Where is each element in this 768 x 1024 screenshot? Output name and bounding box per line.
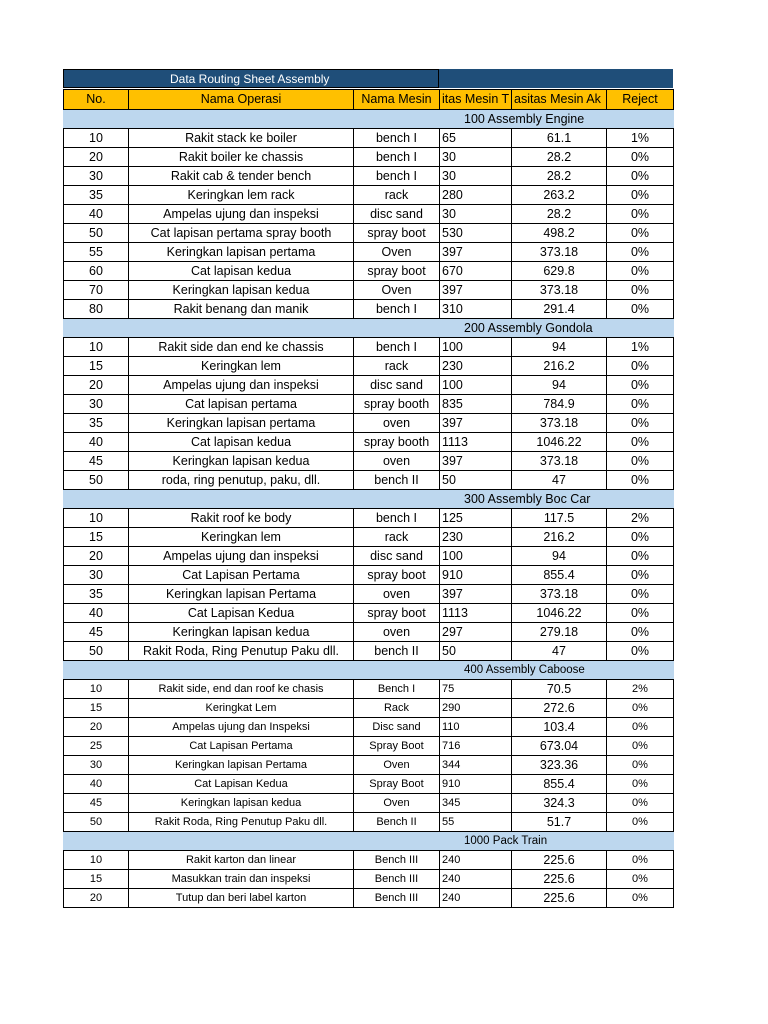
cell-nama-mesin[interactable]: spray boot (354, 566, 440, 585)
section-empty-cell[interactable] (64, 661, 129, 680)
cell-nama-mesin[interactable]: Bench III (354, 870, 440, 889)
cell-no[interactable]: 50 (64, 224, 129, 243)
cell-no[interactable]: 35 (64, 585, 129, 604)
cell-reject[interactable]: 0% (607, 167, 674, 186)
header-kapasitas-mesin[interactable]: itas Mesin T (440, 90, 512, 110)
cell-reject[interactable]: 0% (607, 205, 674, 224)
section-empty-cell[interactable] (64, 110, 129, 129)
cell-no[interactable]: 30 (64, 395, 129, 414)
table-row (64, 623, 674, 642)
cell-nama-operasi[interactable]: Rakit Roda, Ring Penutup Paku dll. (129, 813, 354, 832)
cell-no[interactable]: 80 (64, 300, 129, 319)
table-row (64, 414, 674, 433)
cell-kapasitas-aktual[interactable]: 70.5 (512, 680, 607, 699)
cell-kapasitas-mesin[interactable]: 240 (440, 889, 512, 908)
cell-no[interactable]: 70 (64, 281, 129, 300)
cell-kapasitas-aktual[interactable]: 629.8 (512, 262, 607, 281)
cell-kapasitas-aktual[interactable]: 498.2 (512, 224, 607, 243)
cell-reject[interactable]: 0% (607, 794, 674, 813)
cell-kapasitas-mesin[interactable]: 290 (440, 699, 512, 718)
cell-reject[interactable]: 0% (607, 604, 674, 623)
cell-no[interactable]: 50 (64, 642, 129, 661)
cell-kapasitas-aktual[interactable]: 324.3 (512, 794, 607, 813)
cell-no[interactable]: 45 (64, 794, 129, 813)
cell-kapasitas-mesin[interactable]: 280 (440, 186, 512, 205)
cell-nama-mesin[interactable]: disc sand (354, 376, 440, 395)
cell-nama-mesin[interactable]: oven (354, 585, 440, 604)
cell-kapasitas-aktual[interactable]: 373.18 (512, 452, 607, 471)
cell-kapasitas-aktual[interactable]: 61.1 (512, 129, 607, 148)
cell-kapasitas-mesin[interactable]: 110 (440, 718, 512, 737)
cell-nama-operasi[interactable]: Keringkan lem (129, 357, 354, 376)
cell-kapasitas-aktual[interactable]: 373.18 (512, 281, 607, 300)
cell-reject[interactable]: 0% (607, 851, 674, 870)
cell-kapasitas-aktual[interactable]: 117.5 (512, 509, 607, 528)
cell-kapasitas-mesin[interactable]: 30 (440, 148, 512, 167)
sheet-title: Data Routing Sheet Assembly (170, 72, 330, 86)
section-empty-cell[interactable] (129, 490, 354, 509)
cell-kapasitas-aktual[interactable]: 225.6 (512, 870, 607, 889)
cell-no[interactable]: 15 (64, 870, 129, 889)
cell-no[interactable]: 20 (64, 148, 129, 167)
section-header-row (64, 832, 674, 851)
cell-kapasitas-mesin[interactable]: 835 (440, 395, 512, 414)
cell-no[interactable]: 10 (64, 509, 129, 528)
cell-kapasitas-mesin[interactable]: 397 (440, 243, 512, 262)
table-row (64, 452, 674, 471)
cell-reject[interactable]: 0% (607, 528, 674, 547)
cell-reject[interactable]: 0% (607, 737, 674, 756)
routing-table (63, 89, 674, 908)
cell-kapasitas-aktual[interactable]: 263.2 (512, 186, 607, 205)
cell-nama-mesin[interactable]: bench II (354, 471, 440, 490)
table-row (64, 376, 674, 395)
cell-no[interactable]: 25 (64, 737, 129, 756)
table-row (64, 243, 674, 262)
cell-kapasitas-mesin[interactable]: 397 (440, 414, 512, 433)
cell-reject[interactable]: 0% (607, 471, 674, 490)
cell-reject[interactable]: 1% (607, 129, 674, 148)
table-row (64, 813, 674, 832)
cell-nama-mesin[interactable]: bench I (354, 148, 440, 167)
cell-kapasitas-aktual[interactable]: 855.4 (512, 566, 607, 585)
cell-no[interactable]: 40 (64, 205, 129, 224)
cell-no[interactable]: 60 (64, 262, 129, 281)
header-no[interactable]: No. (64, 90, 129, 110)
cell-nama-operasi[interactable]: Ampelas ujung dan inspeksi (129, 205, 354, 224)
cell-kapasitas-aktual[interactable]: 323.36 (512, 756, 607, 775)
header-kapasitas-aktual[interactable]: asitas Mesin Ak (512, 90, 607, 110)
sheet-title-cell[interactable] (63, 69, 439, 88)
cell-nama-mesin[interactable]: bench I (354, 338, 440, 357)
section-empty-cell[interactable] (354, 319, 440, 338)
cell-reject[interactable]: 0% (607, 452, 674, 471)
cell-kapasitas-aktual[interactable]: 103.4 (512, 718, 607, 737)
cell-reject[interactable]: 0% (607, 623, 674, 642)
table-row (64, 509, 674, 528)
cell-reject[interactable]: 0% (607, 414, 674, 433)
cell-reject[interactable]: 0% (607, 718, 674, 737)
cell-reject[interactable]: 0% (607, 243, 674, 262)
cell-nama-operasi[interactable]: Ampelas ujung dan inspeksi (129, 376, 354, 395)
table-row (64, 737, 674, 756)
cell-kapasitas-aktual[interactable]: 272.6 (512, 699, 607, 718)
cell-nama-mesin[interactable]: rack (354, 528, 440, 547)
cell-nama-operasi[interactable]: Keringkan lem rack (129, 186, 354, 205)
cell-nama-operasi[interactable]: Keringkan lapisan pertama (129, 414, 354, 433)
cell-kapasitas-aktual[interactable]: 216.2 (512, 528, 607, 547)
cell-nama-mesin[interactable]: bench II (354, 642, 440, 661)
cell-nama-mesin[interactable]: disc sand (354, 547, 440, 566)
cell-no[interactable]: 15 (64, 528, 129, 547)
table-row (64, 224, 674, 243)
cell-no[interactable]: 30 (64, 566, 129, 585)
cell-kapasitas-aktual[interactable]: 28.2 (512, 205, 607, 224)
table-row (64, 547, 674, 566)
cell-kapasitas-mesin[interactable]: 1113 (440, 433, 512, 452)
cell-kapasitas-mesin[interactable]: 670 (440, 262, 512, 281)
cell-no[interactable]: 15 (64, 357, 129, 376)
section-empty-cell[interactable] (354, 490, 440, 509)
cell-kapasitas-aktual[interactable]: 51.7 (512, 813, 607, 832)
cell-nama-operasi[interactable]: Keringkan lapisan Pertama (129, 756, 354, 775)
cell-reject[interactable]: 1% (607, 338, 674, 357)
cell-nama-operasi[interactable]: Keringkan lapisan kedua (129, 452, 354, 471)
cell-kapasitas-mesin[interactable]: 230 (440, 357, 512, 376)
cell-nama-mesin[interactable]: Oven (354, 243, 440, 262)
cell-nama-mesin[interactable]: bench I (354, 509, 440, 528)
table-row (64, 604, 674, 623)
cell-no[interactable]: 45 (64, 623, 129, 642)
cell-no[interactable]: 40 (64, 775, 129, 794)
table-row (64, 585, 674, 604)
cell-reject[interactable]: 0% (607, 547, 674, 566)
table-row (64, 528, 674, 547)
cell-nama-operasi[interactable]: Tutup dan beri label karton (129, 889, 354, 908)
cell-reject[interactable]: 0% (607, 357, 674, 376)
cell-reject[interactable]: 0% (607, 566, 674, 585)
cell-no[interactable]: 35 (64, 186, 129, 205)
table-row (64, 338, 674, 357)
cell-nama-mesin[interactable]: rack (354, 186, 440, 205)
cell-nama-operasi[interactable]: Ampelas ujung dan inspeksi (129, 547, 354, 566)
table-row (64, 775, 674, 794)
cell-nama-mesin[interactable]: Oven (354, 756, 440, 775)
table-row (64, 794, 674, 813)
cell-reject[interactable]: 0% (607, 148, 674, 167)
cell-nama-mesin[interactable]: oven (354, 452, 440, 471)
cell-kapasitas-mesin[interactable]: 55 (440, 813, 512, 832)
section-title[interactable]: 300 Assembly Boc Car (440, 490, 674, 509)
cell-reject[interactable]: 0% (607, 756, 674, 775)
cell-nama-mesin[interactable]: spray booth (354, 395, 440, 414)
cell-kapasitas-aktual[interactable]: 94 (512, 547, 607, 566)
header-nama-mesin[interactable]: Nama Mesin (354, 90, 440, 110)
table-row (64, 471, 674, 490)
cell-reject[interactable]: 0% (607, 300, 674, 319)
section-empty-cell[interactable] (64, 832, 129, 851)
cell-reject[interactable]: 0% (607, 281, 674, 300)
cell-reject[interactable]: 0% (607, 262, 674, 281)
cell-no[interactable]: 10 (64, 680, 129, 699)
cell-kapasitas-aktual[interactable]: 47 (512, 471, 607, 490)
cell-kapasitas-mesin[interactable]: 230 (440, 528, 512, 547)
cell-reject[interactable]: 0% (607, 699, 674, 718)
section-empty-cell[interactable] (129, 110, 354, 129)
table-row (64, 566, 674, 585)
cell-no[interactable]: 55 (64, 243, 129, 262)
cell-reject[interactable]: 0% (607, 395, 674, 414)
cell-kapasitas-mesin[interactable]: 1113 (440, 604, 512, 623)
cell-kapasitas-mesin[interactable]: 910 (440, 775, 512, 794)
title-row (63, 69, 673, 89)
table-row (64, 718, 674, 737)
cell-no[interactable]: 20 (64, 376, 129, 395)
cell-nama-mesin[interactable]: disc sand (354, 205, 440, 224)
table-row (64, 167, 674, 186)
cell-kapasitas-mesin[interactable]: 65 (440, 129, 512, 148)
cell-nama-mesin[interactable]: bench I (354, 167, 440, 186)
cell-nama-operasi[interactable]: Rakit karton dan linear (129, 851, 354, 870)
cell-kapasitas-mesin[interactable]: 50 (440, 642, 512, 661)
table-row (64, 699, 674, 718)
cell-nama-mesin[interactable]: spray booth (354, 433, 440, 452)
cell-nama-mesin[interactable]: bench I (354, 129, 440, 148)
cell-kapasitas-aktual[interactable]: 94 (512, 376, 607, 395)
cell-nama-operasi[interactable]: Rakit side, end dan roof ke chasis (129, 680, 354, 699)
cell-nama-mesin[interactable]: Bench III (354, 889, 440, 908)
cell-nama-mesin[interactable]: oven (354, 414, 440, 433)
cell-kapasitas-mesin[interactable]: 100 (440, 338, 512, 357)
cell-nama-mesin[interactable]: bench I (354, 300, 440, 319)
cell-nama-mesin[interactable]: Oven (354, 794, 440, 813)
cell-reject[interactable]: 2% (607, 680, 674, 699)
table-row (64, 756, 674, 775)
cell-kapasitas-mesin[interactable]: 345 (440, 794, 512, 813)
section-empty-cell[interactable] (354, 110, 440, 129)
cell-nama-operasi[interactable]: Keringkan lapisan kedua (129, 794, 354, 813)
cell-reject[interactable]: 0% (607, 376, 674, 395)
cell-kapasitas-mesin[interactable]: 397 (440, 281, 512, 300)
cell-reject[interactable]: 0% (607, 870, 674, 889)
cell-no[interactable]: 30 (64, 167, 129, 186)
cell-nama-operasi[interactable]: Masukkan train dan inspeksi (129, 870, 354, 889)
cell-no[interactable]: 30 (64, 756, 129, 775)
section-empty-cell[interactable] (129, 661, 354, 680)
cell-kapasitas-aktual[interactable]: 373.18 (512, 414, 607, 433)
cell-nama-operasi[interactable]: Cat lapisan kedua (129, 433, 354, 452)
cell-kapasitas-aktual[interactable]: 373.18 (512, 243, 607, 262)
table-row (64, 870, 674, 889)
cell-kapasitas-mesin[interactable]: 50 (440, 471, 512, 490)
header-reject[interactable]: Reject (607, 90, 674, 110)
cell-kapasitas-mesin[interactable]: 240 (440, 870, 512, 889)
cell-reject[interactable]: 2% (607, 509, 674, 528)
table-row (64, 851, 674, 870)
cell-kapasitas-aktual[interactable]: 28.2 (512, 167, 607, 186)
cell-kapasitas-mesin[interactable]: 310 (440, 300, 512, 319)
cell-reject[interactable]: 0% (607, 775, 674, 794)
cell-nama-mesin[interactable]: Oven (354, 281, 440, 300)
section-empty-cell[interactable] (129, 319, 354, 338)
cell-nama-operasi[interactable]: Keringkan lem (129, 528, 354, 547)
cell-kapasitas-aktual[interactable]: 216.2 (512, 357, 607, 376)
cell-reject[interactable]: 0% (607, 642, 674, 661)
section-empty-cell[interactable] (64, 319, 129, 338)
cell-nama-operasi[interactable]: Keringkat Lem (129, 699, 354, 718)
cell-reject[interactable]: 0% (607, 224, 674, 243)
column-header-row (64, 90, 674, 110)
title-band-right (439, 69, 673, 88)
cell-kapasitas-aktual[interactable]: 47 (512, 642, 607, 661)
cell-nama-mesin[interactable]: rack (354, 357, 440, 376)
table-row (64, 395, 674, 414)
section-header-row (64, 490, 674, 509)
cell-nama-operasi[interactable]: Rakit Roda, Ring Penutup Paku dll. (129, 642, 354, 661)
cell-nama-operasi[interactable]: Rakit cab & tender bench (129, 167, 354, 186)
cell-kapasitas-aktual[interactable]: 1046.22 (512, 433, 607, 452)
table-row (64, 300, 674, 319)
cell-nama-mesin[interactable]: Bench II (354, 813, 440, 832)
cell-nama-operasi[interactable]: Rakit side dan end ke chassis (129, 338, 354, 357)
cell-nama-mesin[interactable]: spray boot (354, 224, 440, 243)
cell-no[interactable]: 40 (64, 604, 129, 623)
cell-nama-operasi[interactable]: Keringkan lapisan Pertama (129, 585, 354, 604)
table-row (64, 129, 674, 148)
cell-kapasitas-aktual[interactable]: 28.2 (512, 148, 607, 167)
cell-kapasitas-aktual[interactable]: 94 (512, 338, 607, 357)
cell-kapasitas-mesin[interactable]: 530 (440, 224, 512, 243)
cell-nama-operasi[interactable]: Rakit boiler ke chassis (129, 148, 354, 167)
cell-reject[interactable]: 0% (607, 813, 674, 832)
section-title[interactable]: 1000 Pack Train (440, 832, 674, 851)
cell-kapasitas-aktual[interactable]: 225.6 (512, 889, 607, 908)
cell-kapasitas-aktual[interactable]: 279.18 (512, 623, 607, 642)
header-nama-operasi[interactable]: Nama Operasi (129, 90, 354, 110)
cell-nama-mesin[interactable]: Disc sand (354, 718, 440, 737)
cell-nama-operasi[interactable]: Keringkan lapisan kedua (129, 281, 354, 300)
cell-no[interactable]: 45 (64, 452, 129, 471)
cell-no[interactable]: 50 (64, 813, 129, 832)
cell-no[interactable]: 40 (64, 433, 129, 452)
cell-nama-mesin[interactable]: oven (354, 623, 440, 642)
cell-kapasitas-mesin[interactable]: 240 (440, 851, 512, 870)
cell-nama-mesin[interactable]: Rack (354, 699, 440, 718)
cell-no[interactable]: 50 (64, 471, 129, 490)
cell-reject[interactable]: 0% (607, 585, 674, 604)
cell-reject[interactable]: 0% (607, 889, 674, 908)
section-header-row (64, 110, 674, 129)
table-row (64, 889, 674, 908)
cell-no[interactable]: 20 (64, 547, 129, 566)
cell-nama-operasi[interactable]: Ampelas ujung dan Inspeksi (129, 718, 354, 737)
cell-no[interactable]: 35 (64, 414, 129, 433)
cell-no[interactable]: 10 (64, 338, 129, 357)
table-row (64, 642, 674, 661)
cell-nama-operasi[interactable]: Keringkan lapisan kedua (129, 623, 354, 642)
section-empty-cell[interactable] (354, 832, 440, 851)
cell-kapasitas-mesin[interactable]: 397 (440, 585, 512, 604)
cell-kapasitas-mesin[interactable]: 75 (440, 680, 512, 699)
table-row (64, 433, 674, 452)
cell-nama-mesin[interactable]: Bench III (354, 851, 440, 870)
cell-nama-operasi[interactable]: Keringkan lapisan pertama (129, 243, 354, 262)
cell-no[interactable]: 20 (64, 718, 129, 737)
cell-nama-operasi[interactable]: Cat lapisan pertama (129, 395, 354, 414)
section-empty-cell[interactable] (354, 661, 440, 680)
cell-kapasitas-mesin[interactable]: 910 (440, 566, 512, 585)
section-title[interactable]: 400 Assembly Caboose (440, 661, 674, 680)
cell-nama-operasi[interactable]: Cat lapisan kedua (129, 262, 354, 281)
section-title[interactable]: 100 Assembly Engine (440, 110, 674, 129)
table-row (64, 186, 674, 205)
cell-nama-mesin[interactable]: Bench I (354, 680, 440, 699)
cell-kapasitas-mesin[interactable]: 125 (440, 509, 512, 528)
table-row (64, 262, 674, 281)
cell-no[interactable]: 20 (64, 889, 129, 908)
cell-kapasitas-mesin[interactable]: 397 (440, 452, 512, 471)
cell-kapasitas-mesin[interactable]: 30 (440, 205, 512, 224)
routing-sheet (63, 69, 673, 908)
table-row (64, 205, 674, 224)
cell-nama-mesin[interactable]: Spray Boot (354, 737, 440, 756)
cell-nama-mesin[interactable]: spray boot (354, 262, 440, 281)
cell-nama-operasi[interactable]: Rakit stack ke boiler (129, 129, 354, 148)
cell-kapasitas-aktual[interactable]: 673.04 (512, 737, 607, 756)
table-row (64, 281, 674, 300)
cell-kapasitas-mesin[interactable]: 297 (440, 623, 512, 642)
cell-nama-operasi[interactable]: Cat Lapisan Kedua (129, 604, 354, 623)
table-row (64, 148, 674, 167)
cell-no[interactable]: 10 (64, 129, 129, 148)
cell-nama-mesin[interactable]: spray boot (354, 604, 440, 623)
cell-kapasitas-aktual[interactable]: 784.9 (512, 395, 607, 414)
cell-nama-operasi[interactable]: Cat lapisan pertama spray booth (129, 224, 354, 243)
cell-kapasitas-aktual[interactable]: 373.18 (512, 585, 607, 604)
cell-nama-operasi[interactable]: roda, ring penutup, paku, dll. (129, 471, 354, 490)
cell-no[interactable]: 10 (64, 851, 129, 870)
cell-kapasitas-mesin[interactable]: 100 (440, 547, 512, 566)
section-empty-cell[interactable] (64, 490, 129, 509)
cell-nama-mesin[interactable]: Spray Boot (354, 775, 440, 794)
cell-kapasitas-mesin[interactable]: 716 (440, 737, 512, 756)
cell-kapasitas-aktual[interactable]: 1046.22 (512, 604, 607, 623)
cell-nama-operasi[interactable]: Cat Lapisan Pertama (129, 737, 354, 756)
cell-nama-operasi[interactable]: Rakit roof ke body (129, 509, 354, 528)
cell-nama-operasi[interactable]: Cat Lapisan Kedua (129, 775, 354, 794)
section-empty-cell[interactable] (129, 832, 354, 851)
cell-kapasitas-aktual[interactable]: 291.4 (512, 300, 607, 319)
cell-reject[interactable]: 0% (607, 186, 674, 205)
cell-kapasitas-aktual[interactable]: 855.4 (512, 775, 607, 794)
cell-kapasitas-mesin[interactable]: 100 (440, 376, 512, 395)
cell-kapasitas-aktual[interactable]: 225.6 (512, 851, 607, 870)
cell-kapasitas-mesin[interactable]: 30 (440, 167, 512, 186)
table-row (64, 357, 674, 376)
cell-nama-operasi[interactable]: Rakit benang dan manik (129, 300, 354, 319)
cell-kapasitas-mesin[interactable]: 344 (440, 756, 512, 775)
cell-reject[interactable]: 0% (607, 433, 674, 452)
cell-nama-operasi[interactable]: Cat Lapisan Pertama (129, 566, 354, 585)
section-header-row (64, 661, 674, 680)
table-row (64, 680, 674, 699)
section-header-row (64, 319, 674, 338)
cell-no[interactable]: 15 (64, 699, 129, 718)
section-title[interactable]: 200 Assembly Gondola (440, 319, 674, 338)
